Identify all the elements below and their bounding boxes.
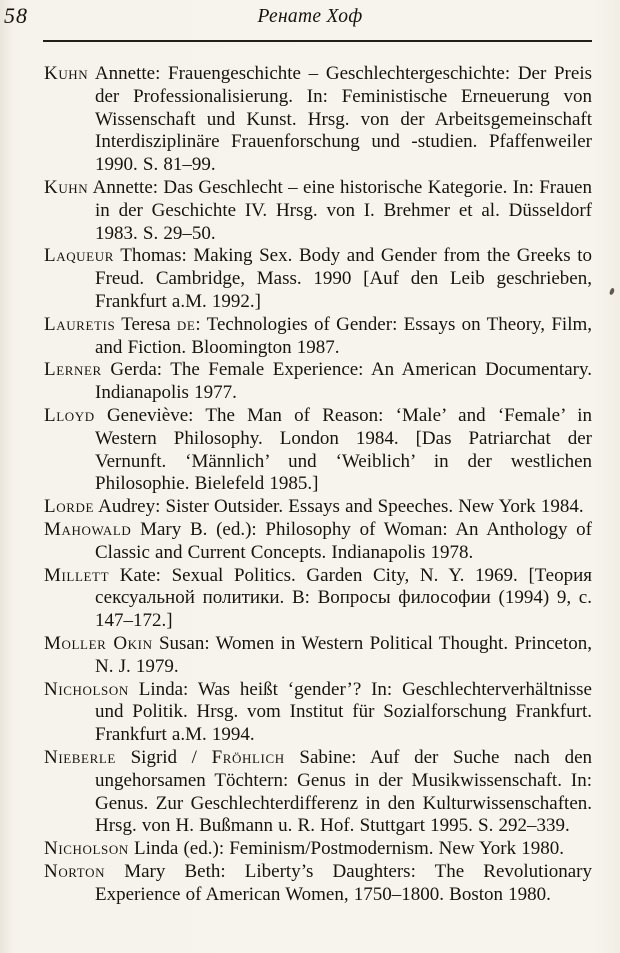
bibliography-entry	[44, 565, 592, 633]
entry-text: Mary B. (ed.): Philosophy of Woman: An Anthology of Classic and Current Concepts. Indianapolis 1978.	[95, 518, 592, 563]
author-name: Kuhn	[44, 176, 89, 198]
author-name: Lorde	[44, 496, 94, 518]
entry-text: Mary Beth: Liberty’s Daughters: The Revolutionary Experience of American Women, 1750–1800. Boston 1980.	[95, 860, 592, 905]
author-name: Lloyd	[44, 404, 95, 426]
scan-ink-speck	[609, 288, 615, 296]
author-name: Laqueur	[44, 245, 114, 267]
author-name: Norton	[44, 860, 106, 882]
bibliography-entry	[44, 747, 592, 838]
entry-text: Teresa	[115, 313, 177, 335]
entry-text: Sigrid /	[115, 746, 212, 768]
author-name: Kuhn	[44, 63, 89, 84]
header-rule	[43, 40, 592, 42]
bibliography-entry	[44, 405, 592, 496]
running-title: Ренате Хоф	[257, 6, 363, 27]
entry-text: Audrey: Sister Outsider. Essays and Speeches. New York 1984.	[94, 496, 584, 518]
entry-text: Geneviève: The Man of Reason: ‘Male’ and ‘Female’ in Western Philosophy. London 1984. [Das Patriarchat der Vernunft. ‘Männlich’ und ‘Weiblich’ in der westlichen Philosophie. Bielefeld 1985.]	[94, 404, 592, 495]
bibliography-entry	[44, 861, 592, 907]
bibliography-entry	[44, 245, 592, 313]
page-header	[0, 0, 620, 38]
bibliography-entry	[44, 633, 592, 679]
author-name: Fröhlich	[211, 746, 285, 768]
bibliography-entry	[44, 838, 592, 861]
entry-text: Annette: Das Geschlecht – eine historische Kategorie. In: Frauen in der Geschichte IV. Hrsg. von I. Brehmer et al. Düsseldorf 1983. S. 29–50.	[88, 176, 592, 244]
entry-text: Linda (ed.): Feminism/Postmodernism. New York 1980.	[128, 838, 565, 860]
entry-text: Annette: Frauengeschichte – Geschlechtergeschichte: Der Preis der Professionalisierung. In: Feministische Erneuerung von Wissenschaft und Kunst. Hrsg. von der Arbeitsgemeinschaft Interdisziplinäre Frauenforschung und -studien. Pfaffenweiler 1990. S. 81–99.	[88, 63, 592, 176]
bibliography-entry	[44, 519, 592, 565]
author-name: de	[176, 313, 196, 335]
author-name: Lerner	[44, 359, 102, 381]
author-name: Nieberle	[44, 746, 116, 768]
entry-text: : Technologies of Gender: Essays on Theory, Film, and Fiction. Bloomington 1987.	[95, 313, 593, 358]
bibliography-entry	[44, 496, 592, 519]
author-name: Moller Okin	[44, 632, 153, 654]
entry-text: Gerda: The Female Experience: An American Documentary. Indianapolis 1977.	[95, 359, 592, 404]
author-name: Millett	[44, 564, 110, 586]
entry-text: Linda: Was heißt ‘gender’? In: Geschlechterverhältnisse und Politik. Hrsg. vom Institut für Sozialforschung Frankfurt. Frankfurt a.M. 1994.	[95, 678, 592, 746]
entry-text: Kate: Sexual Politics. Garden City, N. Y. 1969. [Теория сексуальной политики. В: Вопросы философии (1994) 9, с. 147–172.]	[95, 564, 592, 632]
entry-text: Susan: Women in Western Political Thought. Princeton, N. J. 1979.	[95, 632, 592, 677]
entry-text: Thomas: Making Sex. Body and Gender from the Greeks to Freud. Cambridge, Mass. 1990 [Auf den Leib geschrieben, Frankfurt a.M. 1992.]	[95, 245, 592, 312]
author-name: Nicholson	[44, 678, 129, 700]
author-name: Nicholson	[44, 838, 129, 860]
bibliography-entry	[44, 63, 592, 177]
bibliography-entry	[44, 359, 592, 405]
bibliography-list	[44, 63, 592, 906]
author-name: Mahowald	[44, 518, 132, 540]
entry-text: Sabine: Auf der Suche nach den ungehorsamen Töchtern: Genus in der Musikwissenschaft. In: Genus. Zur Geschlechterdifferenz in den Kulturwissenschaften. Hrsg. von H. Bußmann u. R. Hof. Stuttgart 1995. S. 292–339.	[95, 746, 592, 837]
bibliography-entry	[44, 177, 592, 245]
author-name: Lauretis	[44, 313, 116, 335]
bibliography-entry	[44, 679, 592, 747]
bibliography-entry	[44, 314, 592, 360]
page-number: 58	[4, 3, 28, 28]
